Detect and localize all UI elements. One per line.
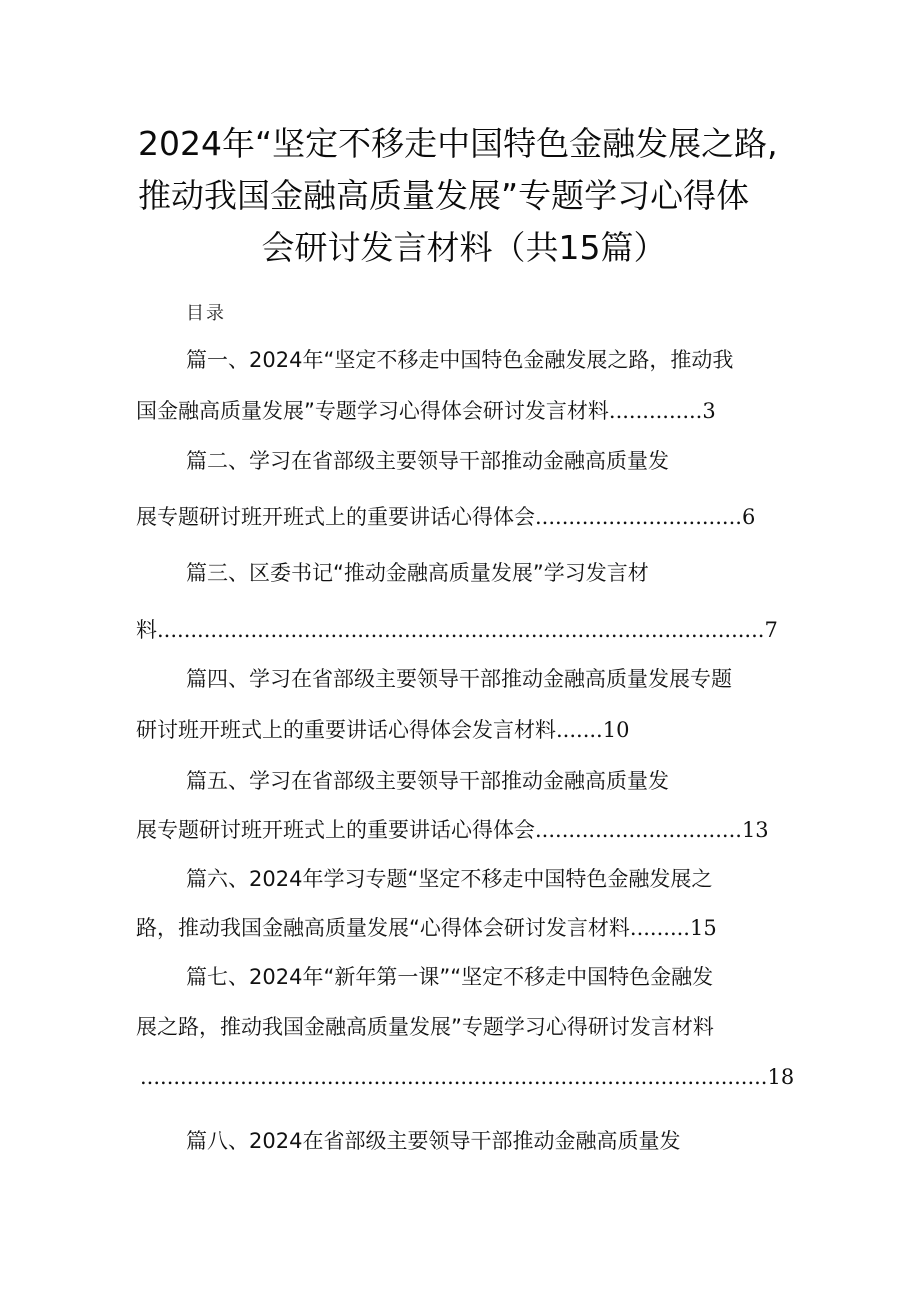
toc-entry-5-text: 展专题研讨班开班式上的重要讲话心得体会 [136, 818, 535, 842]
toc-entry-7-line-3 [140, 1060, 794, 1094]
toc-entry-1-text: 国金融高质量发展”专题学习心得体会研讨发言材料 [136, 399, 609, 423]
toc-entry-2-line-2 [136, 500, 755, 534]
toc-entry-6-leader: ......... [629, 916, 690, 940]
toc-entry-1-leader: .............. [608, 399, 703, 423]
title-line-2: 推动我国金融高质量发展”专题学习心得体 [138, 176, 750, 215]
toc-heading: 目录 [186, 303, 226, 324]
toc-entry-2-line-1: 篇二、学习在省部级主要领导干部推动金融高质量发 [186, 449, 669, 473]
toc-entry-5-page: 13 [741, 818, 769, 842]
toc-entry-6-line-1: 篇六、2024年学习专题“坚定不移走中国特色金融发展之 [186, 867, 713, 891]
toc-entry-1-page: 3 [702, 399, 716, 423]
toc-entry-1-line-1: 篇一、2024年“坚定不移走中国特色金融发展之路，推动我 [186, 348, 734, 372]
title-line-3: 会研讨发言材料（共15篇） [261, 228, 667, 267]
toc-entry-5-leader: ............................... [535, 818, 742, 842]
toc-entry-2-page: 6 [741, 505, 756, 529]
toc-entry-6-page: 15 [689, 916, 717, 940]
toc-entry-4-page: 10 [602, 718, 630, 742]
toc-entry-5-line-2 [136, 813, 769, 847]
toc-entry-3-leader: ........................................................................................... [157, 618, 765, 642]
title-line-1: 2024年“坚定不移走中国特色金融发展之路, [138, 124, 778, 163]
toc-entry-7-line-2: 展之路，推动我国金融高质量发展”专题学习心得研讨发言材料 [136, 1015, 714, 1039]
toc-entry-7-page: 18 [767, 1065, 795, 1089]
toc-entry-3-page: 7 [764, 618, 778, 642]
toc-entry-4-text: 研讨班开班式上的重要讲话心得体会发言材料 [136, 718, 556, 742]
toc-entry-2-text: 展专题研讨班开班式上的重要讲话心得体会 [136, 505, 535, 529]
toc-entry-3-line-2 [136, 613, 778, 647]
toc-entry-3-text: 料 [136, 618, 157, 642]
toc-entry-7-line-1: 篇七、2024年“新年第一课”“坚定不移走中国特色金融发 [186, 965, 714, 989]
toc-entry-6-text: 路，推动我国金融高质量发展“心得体会研讨发言材料 [136, 916, 630, 940]
toc-entry-4-line-2 [136, 713, 629, 747]
toc-entry-6-line-2 [136, 911, 717, 945]
toc-entry-4-leader: ....... [556, 718, 603, 742]
toc-entry-8-line-1: 篇八、2024在省部级主要领导干部推动金融高质量发 [186, 1129, 681, 1153]
toc-entry-3-line-1: 篇三、区委书记“推动金融高质量发展”学习发言材 [186, 561, 649, 585]
document-title [120, 118, 800, 274]
toc-entry-4-line-1: 篇四、学习在省部级主要领导干部推动金融高质量发展专题 [186, 667, 732, 691]
toc-entry-2-leader: ............................... [535, 505, 742, 529]
toc-entry-1-line-2 [136, 394, 716, 428]
toc-entry-7-leader: .............................................................................................. [140, 1065, 768, 1089]
toc-entry-5-line-1: 篇五、学习在省部级主要领导干部推动金融高质量发 [186, 769, 669, 793]
